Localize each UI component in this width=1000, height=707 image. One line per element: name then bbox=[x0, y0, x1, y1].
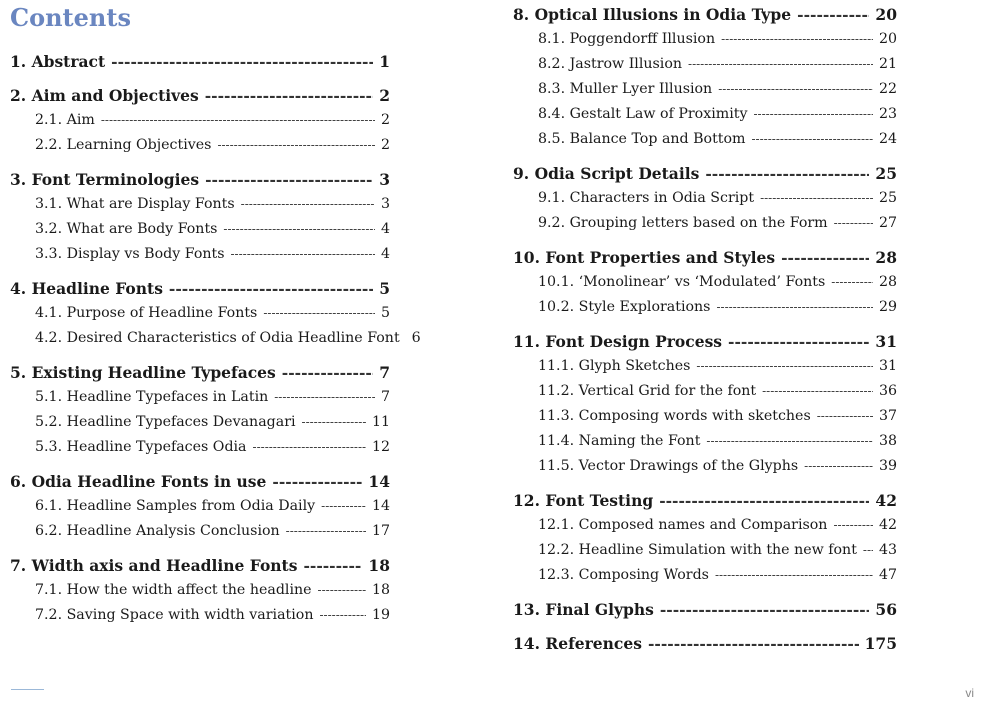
toc-label: 7.2. Saving Space with width variation bbox=[35, 607, 314, 623]
toc-page-number: 12 bbox=[371, 439, 390, 455]
dot-leader bbox=[817, 409, 873, 423]
toc-label: 2. Aim and Objectives bbox=[10, 86, 199, 105]
dot-leader bbox=[831, 275, 873, 289]
toc-entry[interactable] bbox=[513, 215, 897, 231]
dot-leader bbox=[728, 332, 869, 351]
dot-leader bbox=[231, 247, 375, 261]
toc-label: 5.3. Headline Typefaces Odia bbox=[35, 439, 247, 455]
toc-entry[interactable] bbox=[513, 517, 897, 533]
dot-leader bbox=[241, 197, 375, 211]
toc-label: 11.2. Vertical Grid for the font bbox=[538, 383, 757, 399]
toc-page-number: 20 bbox=[875, 5, 897, 24]
toc-page-number: 21 bbox=[878, 56, 897, 72]
toc-page-number: 56 bbox=[875, 600, 897, 619]
toc-page-number: 37 bbox=[878, 408, 897, 424]
toc-label: 7.1. How the width affect the headline bbox=[35, 582, 312, 598]
dot-leader bbox=[274, 390, 375, 404]
toc-page-number: 31 bbox=[878, 358, 897, 374]
dot-leader bbox=[762, 384, 873, 398]
dot-leader bbox=[282, 363, 373, 382]
toc-label: 8.3. Muller Lyer Illusion bbox=[538, 81, 713, 97]
dot-leader bbox=[781, 248, 869, 267]
toc-entry[interactable] bbox=[10, 52, 390, 71]
toc-label: 11.5. Vector Drawings of the Glyphs bbox=[538, 458, 799, 474]
toc-entry[interactable] bbox=[513, 299, 897, 315]
toc-label: 14. References bbox=[513, 634, 642, 653]
toc-entry[interactable] bbox=[513, 458, 897, 474]
toc-page-number: 22 bbox=[878, 81, 897, 97]
dot-leader bbox=[718, 82, 873, 96]
toc-page-number: 42 bbox=[878, 517, 897, 533]
page-number: vi bbox=[965, 686, 974, 700]
dot-leader bbox=[660, 600, 870, 619]
toc-page-number: 38 bbox=[878, 433, 897, 449]
toc-page-number: 39 bbox=[878, 458, 897, 474]
toc-label: 5.2. Headline Typefaces Devanagari bbox=[35, 414, 296, 430]
toc-entry[interactable] bbox=[513, 358, 897, 374]
toc-page-number: 47 bbox=[878, 567, 897, 583]
toc-entry[interactable] bbox=[10, 112, 390, 128]
toc-entry[interactable] bbox=[513, 131, 897, 147]
toc-page-number: 23 bbox=[878, 106, 897, 122]
dot-leader bbox=[863, 543, 873, 557]
toc-page-number: 25 bbox=[875, 164, 897, 183]
dot-leader bbox=[321, 499, 366, 513]
dot-leader bbox=[319, 608, 365, 622]
toc-label: 8.5. Balance Top and Bottom bbox=[538, 131, 746, 147]
toc-page-number: 18 bbox=[368, 556, 390, 575]
footer-rule bbox=[11, 689, 44, 690]
toc-entry[interactable] bbox=[513, 190, 897, 206]
toc-label: 6.1. Headline Samples from Odia Daily bbox=[35, 498, 316, 514]
toc-label: 11.1. Glyph Sketches bbox=[538, 358, 691, 374]
toc-entry[interactable] bbox=[513, 408, 897, 424]
toc-entry[interactable] bbox=[10, 330, 421, 346]
dot-leader bbox=[101, 113, 375, 127]
dot-leader bbox=[696, 359, 873, 373]
toc-entry[interactable] bbox=[513, 383, 897, 399]
dot-leader bbox=[834, 216, 873, 230]
toc-entry[interactable] bbox=[10, 221, 390, 237]
toc-page-number: 18 bbox=[371, 582, 390, 598]
dot-leader bbox=[716, 300, 872, 314]
dot-leader bbox=[752, 132, 873, 146]
toc-label: 10.1. ‘Monolinear’ vs ‘Modulated’ Fonts bbox=[538, 274, 826, 290]
toc-label: 4.2. Desired Characteristics of Odia Headline Font bbox=[35, 330, 400, 346]
toc-entry[interactable] bbox=[513, 274, 897, 290]
toc-label: 3.1. What are Display Fonts bbox=[35, 196, 235, 212]
toc-label: 11.4. Naming the Font bbox=[538, 433, 701, 449]
toc-entry[interactable] bbox=[10, 523, 390, 539]
toc-page-number: 2 bbox=[379, 86, 390, 105]
toc-entry[interactable] bbox=[10, 439, 390, 455]
toc-label: 3.2. What are Body Fonts bbox=[35, 221, 218, 237]
dot-leader bbox=[706, 434, 873, 448]
toc-entry[interactable] bbox=[513, 56, 897, 72]
toc-label: 4. Headline Fonts bbox=[10, 279, 163, 298]
toc-label: 8.1. Poggendorff Illusion bbox=[538, 31, 716, 47]
toc-label: 4.1. Purpose of Headline Fonts bbox=[35, 305, 258, 321]
toc-label: 10.2. Style Explorations bbox=[538, 299, 711, 315]
toc-label: 10. Font Properties and Styles bbox=[513, 248, 776, 267]
dot-leader bbox=[253, 440, 366, 454]
dot-leader bbox=[833, 518, 872, 532]
toc-label: 13. Final Glyphs bbox=[513, 600, 654, 619]
toc-page-number: 29 bbox=[878, 299, 897, 315]
toc-page-number: 2 bbox=[380, 137, 390, 153]
toc-page-number: 25 bbox=[878, 190, 897, 206]
toc-page-number: 7 bbox=[379, 363, 390, 382]
toc-label: 12. Font Testing bbox=[513, 491, 654, 510]
dot-leader bbox=[302, 415, 366, 429]
toc-entry[interactable] bbox=[10, 389, 390, 405]
dot-leader bbox=[205, 86, 373, 105]
page-title: Contents bbox=[10, 3, 131, 32]
toc-label: 3.3. Display vs Body Fonts bbox=[35, 246, 225, 262]
toc-label: 2.2. Learning Objectives bbox=[35, 137, 212, 153]
toc-entry[interactable] bbox=[513, 248, 897, 267]
toc-page-number: 17 bbox=[371, 523, 390, 539]
toc-page-number: 14 bbox=[371, 498, 390, 514]
toc-page-number: 36 bbox=[878, 383, 897, 399]
toc-page-number: 5 bbox=[379, 279, 390, 298]
dot-leader bbox=[263, 306, 375, 320]
dot-leader bbox=[111, 52, 373, 71]
toc-page-number: 1 bbox=[379, 52, 390, 71]
toc-entry[interactable] bbox=[513, 542, 897, 558]
toc-entry[interactable] bbox=[10, 196, 390, 212]
dot-leader bbox=[715, 568, 873, 582]
toc-label: 12.2. Headline Simulation with the new font bbox=[538, 542, 857, 558]
dot-leader bbox=[688, 57, 873, 71]
toc-label: 3. Font Terminologies bbox=[10, 170, 200, 189]
toc-entry[interactable] bbox=[513, 332, 897, 351]
toc-label: 11. Font Design Process bbox=[513, 332, 723, 351]
toc-page-number: 6 bbox=[411, 330, 421, 346]
toc-label: 6. Odia Headline Fonts in use bbox=[10, 472, 267, 491]
toc-entry[interactable] bbox=[513, 491, 897, 510]
toc-page-number: 27 bbox=[878, 215, 897, 231]
toc-entry[interactable] bbox=[10, 137, 390, 153]
toc-entry[interactable] bbox=[513, 600, 897, 619]
toc-page-number: 31 bbox=[875, 332, 897, 351]
toc-label: 8.2. Jastrow Illusion bbox=[538, 56, 683, 72]
dot-leader bbox=[169, 279, 373, 298]
toc-page-number: 3 bbox=[380, 196, 390, 212]
toc-page-number: 175 bbox=[864, 634, 897, 653]
toc-page-number: 24 bbox=[878, 131, 897, 147]
dot-leader bbox=[760, 191, 873, 205]
toc-label: 8. Optical Illusions in Odia Type bbox=[513, 5, 792, 24]
toc-entry[interactable] bbox=[513, 634, 897, 653]
toc-entry[interactable] bbox=[10, 279, 390, 298]
toc-entry[interactable] bbox=[513, 433, 897, 449]
toc-entry[interactable] bbox=[10, 170, 390, 189]
toc-entry[interactable] bbox=[10, 414, 390, 430]
toc-entry[interactable] bbox=[10, 498, 390, 514]
toc-entry[interactable] bbox=[10, 246, 390, 262]
toc-label: 1. Abstract bbox=[10, 52, 106, 71]
dot-leader bbox=[217, 138, 375, 152]
toc-entry[interactable] bbox=[10, 556, 390, 575]
toc-page-number: 42 bbox=[875, 491, 897, 510]
toc-label: 12.1. Composed names and Comparison bbox=[538, 517, 828, 533]
toc-page-number: 4 bbox=[380, 221, 390, 237]
toc-page-number: 20 bbox=[878, 31, 897, 47]
toc-label: 5. Existing Headline Typefaces bbox=[10, 363, 276, 382]
toc-entry[interactable] bbox=[10, 472, 390, 491]
toc-entry[interactable] bbox=[10, 582, 390, 598]
toc-entry[interactable] bbox=[10, 607, 390, 623]
dot-leader bbox=[705, 164, 869, 183]
dot-leader bbox=[648, 634, 859, 653]
toc-label: 6.2. Headline Analysis Conclusion bbox=[35, 523, 280, 539]
toc-page-number: 28 bbox=[875, 248, 897, 267]
toc-page-number: 7 bbox=[380, 389, 390, 405]
dot-leader bbox=[753, 107, 872, 121]
dot-leader bbox=[804, 459, 873, 473]
toc-page-number: 28 bbox=[878, 274, 897, 290]
toc-entry[interactable] bbox=[513, 5, 897, 24]
toc-entry[interactable] bbox=[10, 86, 390, 105]
toc-page-number: 19 bbox=[371, 607, 390, 623]
toc-label: 8.4. Gestalt Law of Proximity bbox=[538, 106, 748, 122]
toc-entry[interactable] bbox=[513, 81, 897, 97]
dot-leader bbox=[303, 556, 362, 575]
toc-entry[interactable] bbox=[10, 305, 390, 321]
toc-label: 2.1. Aim bbox=[35, 112, 95, 128]
dot-leader bbox=[318, 583, 366, 597]
toc-page-number: 4 bbox=[380, 246, 390, 262]
toc-page-number: 3 bbox=[379, 170, 390, 189]
dot-leader bbox=[223, 222, 375, 236]
toc-label: 7. Width axis and Headline Fonts bbox=[10, 556, 298, 575]
toc-entry[interactable] bbox=[513, 31, 897, 47]
dot-leader bbox=[286, 524, 366, 538]
dot-leader bbox=[659, 491, 869, 510]
toc-entry[interactable] bbox=[10, 363, 390, 382]
toc-label: 9.2. Grouping letters based on the Form bbox=[538, 215, 828, 231]
dot-leader bbox=[205, 170, 373, 189]
toc-entry[interactable] bbox=[513, 567, 897, 583]
dot-leader bbox=[797, 5, 869, 24]
toc-entry[interactable] bbox=[513, 106, 897, 122]
toc-label: 9.1. Characters in Odia Script bbox=[538, 190, 755, 206]
toc-label: 12.3. Composing Words bbox=[538, 567, 709, 583]
toc-label: 5.1. Headline Typefaces in Latin bbox=[35, 389, 269, 405]
dot-leader bbox=[272, 472, 362, 491]
toc-label: 11.3. Composing words with sketches bbox=[538, 408, 811, 424]
toc-page-number: 14 bbox=[368, 472, 390, 491]
toc-page-number: 5 bbox=[380, 305, 390, 321]
toc-page-number: 11 bbox=[371, 414, 390, 430]
dot-leader bbox=[721, 32, 873, 46]
toc-page-number: 43 bbox=[878, 542, 897, 558]
toc-entry[interactable] bbox=[513, 164, 897, 183]
toc-page-number: 2 bbox=[380, 112, 390, 128]
toc-label: 9. Odia Script Details bbox=[513, 164, 700, 183]
